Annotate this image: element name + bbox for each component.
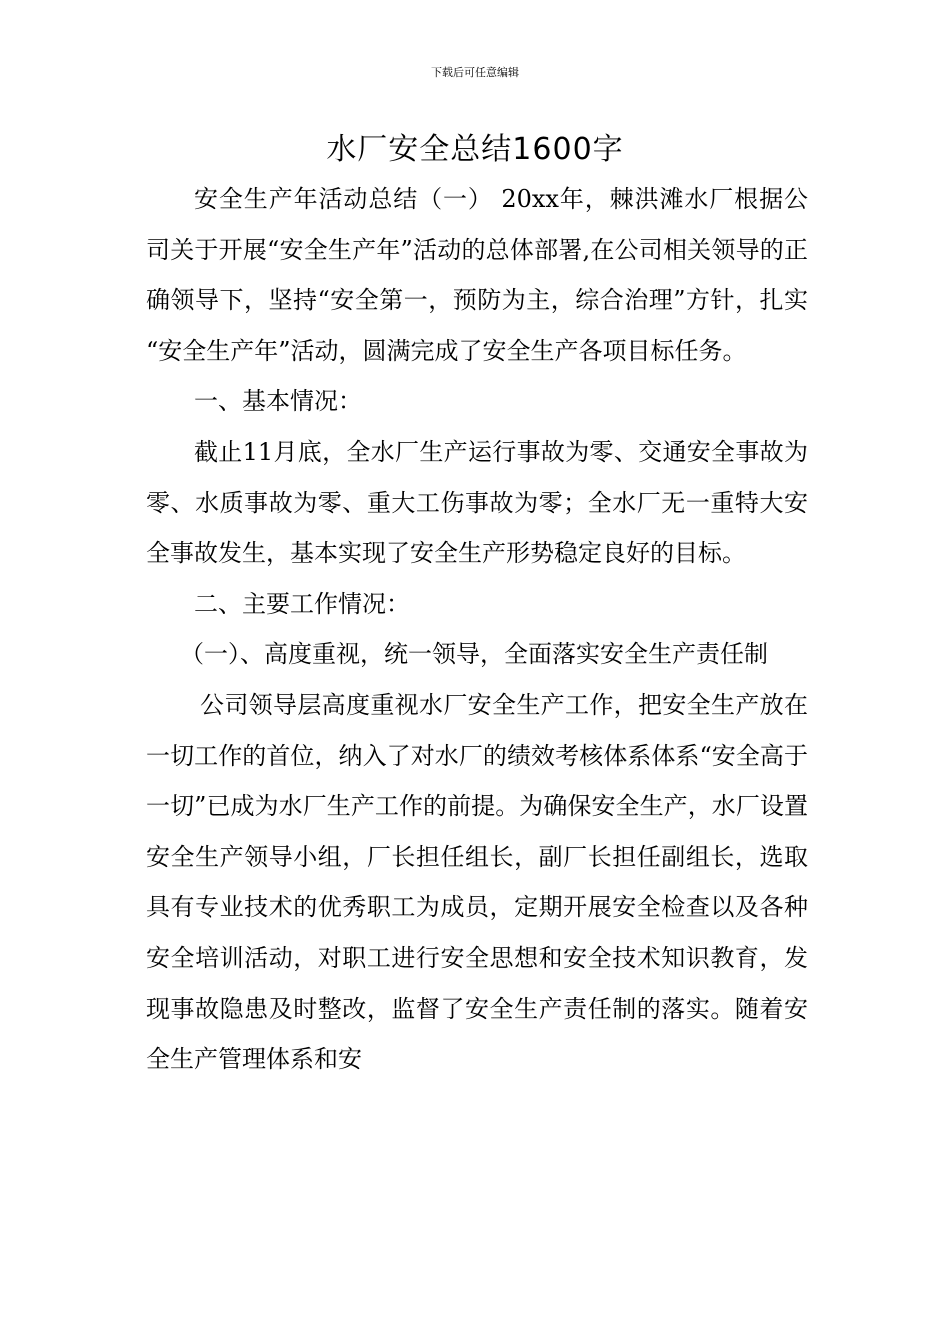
section-heading-basic: 一、基本情况： bbox=[194, 387, 362, 416]
subsection-heading-1: （一）、高度重视，统一领导，全面落实安全生产责任制 bbox=[180, 640, 768, 669]
document-title: 水厂安全总结1600字 bbox=[326, 132, 624, 167]
paragraph-basic-situation: 截止11月底，全水厂生产运行事故为零、交通安全事故为零、水质事故为零、重大工伤事故为零；全水厂无一重特大安全事故发生，基本实现了安全生产形势稳定良好的目标。 bbox=[146, 437, 808, 568]
paragraph-leadership: 公司领导层高度重视水厂安全生产工作，把安全生产放在一切工作的首位，纳入了对水厂的绩效考核体系体系“安全高于一切”已成为水厂生产工作的前提。为确保安全生产，水厂设置安全生产领导小组，厂长担任组长，副厂长担任副组长，选取具有专业技术的优秀职工为成员，定期开展安全检查以及各种安全培训活动，对职工进行安全思想和安全技术知识教育，发现事故隐患及时整改，监督了安全生产责任制的落实。随着安全生产管理体系和安 bbox=[146, 690, 808, 1074]
document-body bbox=[146, 174, 808, 1085]
paragraph-intro: 安全生产年活动总结（一） 20xx年，棘洪滩水厂根据公司关于开展“安全生产年”活动的总体部署,在公司相关领导的正确领导下，坚持“安全第一，预防为主，综合治理”方针，扎实 “安全生产年”活动，圆满完成了安全生产各项目标任务。 bbox=[146, 185, 808, 365]
header-note: 下载后可任意编辑 bbox=[431, 66, 519, 79]
section-heading-main-work: 二、主要工作情况： bbox=[194, 589, 410, 618]
